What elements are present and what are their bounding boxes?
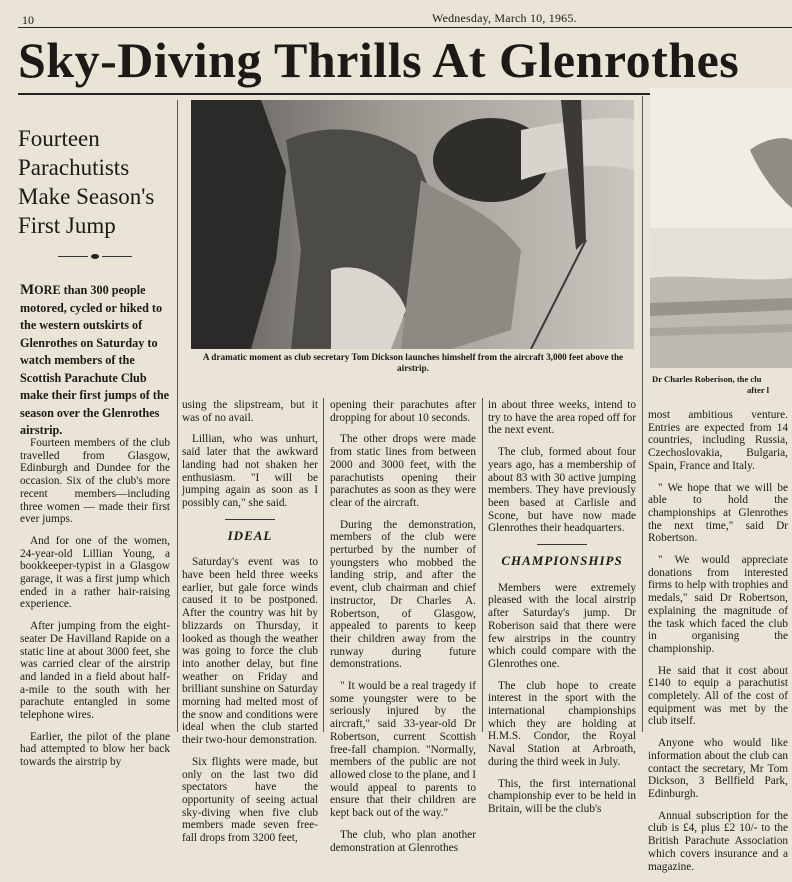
issue-date: Wednesday, March 10, 1965. [432,11,577,25]
parachutist-photo [191,100,634,349]
article-column-2 [182,399,318,854]
section-heading: IDEAL [227,527,273,543]
section-rule [537,544,587,545]
paragraph: most ambitious venture. Entries are expected from 14 countries, including Russia, Czechoslovakia, Bulgaria, Spain, France and Italy. [648,409,788,472]
paragraph: Saturday's event was to have been held three weeks earlier, but gale force winds caused it to be postponed. After the country was hit by blizzards on Thursday, it looked as though the weather was going to force the club into another delay, but fine weather on Friday and brilliant sunshine on Saturday morning had melted most of the snow and conditions were ideal when the club started their two-hour demonstration. [182,556,318,747]
paragraph: Members were extremely pleased with the local airstrip after Saturday's jump. Dr Roberison said that there were few airstrips in the country which could compare with the Glenrothes one. [488,581,636,670]
article-column-3 [330,399,476,863]
right-photo-caption [652,374,792,396]
paragraph: in about three weeks, intend to try to have the area roped off for the next event. [488,399,636,437]
page-number: 10 [22,13,34,27]
paragraph: The club, who plan another demonstration at Glenrothes [330,828,476,854]
subhead-line: Fourteen [18,126,100,151]
section-rule [225,519,275,520]
paragraph: using the slipstream, but it was of no avail. [182,399,318,424]
paragraph: " It would be a real tragedy if some youngster were to be seriously injured by the aircraft," said 33-year-old Dr Robertson, current Scottish free-fall champion. "Normally, members of the public are not allowed close to the plane, and I would appeal to parents to ensure that their children are kept back out of the way." [330,680,476,820]
right-photo [650,88,792,368]
main-photo [191,100,634,349]
intro-paragraph [20,282,170,440]
paragraph: After jumping from the eight-seater De Havilland Rapide on a static line at about 3000 feet, she was carried clear of the airstrip and landed in a field about half-a-mile to the south with her parachute entangled in some telephone wires. [20,620,170,722]
paragraph: And for one of the women, 24-year-old Lillian Young, a bookkeeper-typist in a Glasgow garage, it was a first jump which ended in a rather hair-raising experience. [20,534,170,611]
paragraph: The club hope to create interest in the sport with the international championships which they are holding at H.M.S. Condor, the Royal Naval Station at Arbroath, during the third week in July. [488,679,636,768]
intro-initial: M [20,282,35,298]
paragraph: Six flights were made, but only on the last two did spectators have the opportunity of seeing actual sky-diving when five club members made seven free-fall drops from 3200 feet, [182,755,318,845]
main-photo-caption: A dramatic moment as club secretary Tom Dickson launches himshelf from the aircraft 3,000 feet above the airstrip. [202,352,624,373]
section-heading: CHAMPIONSHIPS [501,553,623,569]
paragraph: This, the first international championship ever to be held in Britain, will be the club's [488,777,636,815]
paragraph: Anyone who would like information about the club can contact the secretary, Mr Tom Dickson, 3 Bellfield Park, Edinburgh. [648,737,788,800]
subhead-line: First Jump [18,213,116,238]
subhead-line: Parachutists [18,155,130,180]
paragraph: Fourteen members of the club travelled from Glasgow, Edinburgh and Dundee for the occasion. Six of the club's more recent members—including three women — made their first ever jumps. [20,437,170,526]
paragraph: opening their parachutes after dropping for about 10 seconds. [330,399,476,424]
article-column-1 [20,437,170,778]
subhead-line: Make Season's [18,184,155,209]
paragraph: The club, formed about four years ago, has a membership of about 83 with 30 active jumping members. They have previously been based at Carlisle and Scone, but have now made Glenrothes their headquarters. [488,446,636,535]
column-divider [323,398,324,732]
right-caption-line: after l [747,385,770,395]
paragraph: Annual subscription for the club is £4, plus £2 10/- to the British Parachute Association which covers insurance and a magazine. [648,809,788,873]
paragraph: He said that it cost about £140 to equip a parachutist completely. All of the cost of equipment was met by the club itself. [648,664,788,728]
ornament-divider [58,253,134,261]
paragraph: Lillian, who was unhurt, said later that the awkward landing had not shaken her enthusiasm. "I will be jumping again as soon as I possibly can," she said. [182,433,318,509]
column-divider [482,398,483,732]
column-divider [177,100,178,732]
column-divider [642,96,643,732]
article-column-5 [648,409,788,882]
subheadline [18,124,168,240]
paragraph: " We would appreciate donations from interested firms to help with trophies and medals," said Dr Robertson, explaining the magnitude of the task which faced the club in organising the championship. [648,554,788,655]
headline: Sky-Diving Thrills At Glenrothes [18,32,740,88]
paragraph: " We hope that we will be able to hold the championships at Glenrothes the next time," said Dr Robertson. [648,481,788,545]
paragraph: Earlier, the pilot of the plane had attempted to blow her back towards the airstrip by [20,730,170,769]
right-caption-line: Dr Charles Roberison, the clu [652,374,762,384]
paragraph: During the demonstration, members of the club were perturbed by the number of youngsters who mobbed the landing strip, and after the event, club chairman and chief instructor, Dr Charles A. Robertson, of Glasgow, appealed to parents to keep their children away from the runway during future demonstrations. [330,518,476,671]
intro-text: ORE than 300 people motored, cycled or hiked to the western outskirts of Glenrothes on Saturday to watch members of the Scottish Parachute Club make their first jumps of the season over the Glenrothes airstrip. [20,283,170,437]
article-column-4 [488,399,636,825]
paragraph: The other drops were made from static lines from between 2000 and 3000 feet, with the parachutists opening their parachutes as soon as they were clear of the aircraft. [330,433,476,509]
landscape-photo [650,88,792,368]
